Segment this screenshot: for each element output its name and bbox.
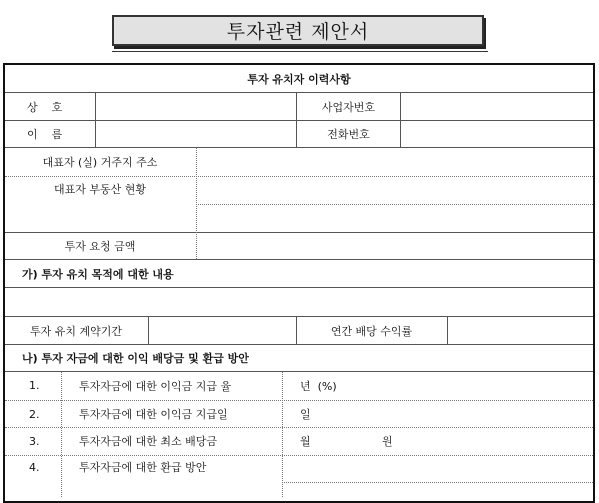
divider (282, 372, 283, 497)
refund-plan-field-2[interactable] (283, 483, 593, 497)
divider (296, 93, 297, 147)
business-number-label: 사업자번호 (321, 100, 376, 114)
divider (61, 372, 62, 497)
yield-field[interactable] (448, 317, 593, 344)
realestate-field-2[interactable] (197, 205, 593, 231)
dividend-row-number: 3. (29, 434, 40, 448)
name-label: 이 름 (27, 128, 63, 141)
amount-field[interactable] (197, 233, 593, 259)
section-header-investor-text: 투자 유치자 이력사항 (247, 72, 351, 86)
dividend-row-number: 1. (29, 379, 40, 392)
divider (148, 317, 149, 344)
dividend-row-number: 2. (29, 407, 40, 421)
address-field[interactable] (197, 148, 593, 176)
business-number-field[interactable] (401, 93, 593, 120)
dividend-row-number: 4. (29, 460, 40, 474)
yield-label: 연간 배당 수익률 (330, 324, 413, 338)
dividend-date-field[interactable]: 일 (300, 408, 311, 421)
dividend-row-label: 투자자금에 대한 환급 방안 (79, 461, 207, 474)
name-field[interactable] (96, 121, 296, 147)
phone-field[interactable] (401, 121, 593, 147)
document-title (112, 15, 484, 46)
phone-label: 전화번호 (327, 128, 370, 141)
divider (296, 317, 297, 344)
divider (95, 93, 96, 147)
title-underline (112, 51, 488, 52)
dividend-row-label: 투자자금에 대한 최소 배당금 (79, 435, 218, 448)
address-label: 대표자 (실) 거주지 주소 (42, 156, 158, 169)
minimum-dividend-month-field[interactable]: 월 (300, 435, 311, 448)
section-header-dividend: 나) 투자 자금에 대한 이익 배당금 및 환급 방안 (22, 352, 249, 365)
minimum-dividend-amount-unit: 원 (382, 435, 393, 448)
company-field[interactable] (96, 93, 296, 120)
dividend-row-label: 투자자금에 대한 이익금 지급 율 (79, 379, 232, 393)
section-header-purpose: 가) 투자 유치 목적에 대한 내용 (22, 267, 174, 281)
amount-label: 투자 요청 금액 (64, 240, 136, 253)
section-header-investor (5, 65, 593, 92)
purpose-field[interactable] (5, 288, 593, 315)
dividend-rate-field[interactable]: 년 (%) (300, 379, 337, 393)
period-field[interactable] (149, 317, 295, 344)
realestate-label: 대표자 부동산 현황 (53, 183, 146, 196)
dividend-row-label: 투자자금에 대한 이익금 지급일 (79, 408, 228, 421)
realestate-field-1[interactable] (197, 177, 593, 204)
divider (447, 317, 448, 344)
period-label: 투자 유치 계약기간 (29, 324, 122, 338)
divider (400, 93, 401, 147)
divider (196, 148, 197, 259)
company-label: 상 호 (27, 100, 63, 114)
refund-plan-field-1[interactable] (283, 456, 593, 482)
document-title-text: 투자관련 제안서 (226, 21, 370, 43)
